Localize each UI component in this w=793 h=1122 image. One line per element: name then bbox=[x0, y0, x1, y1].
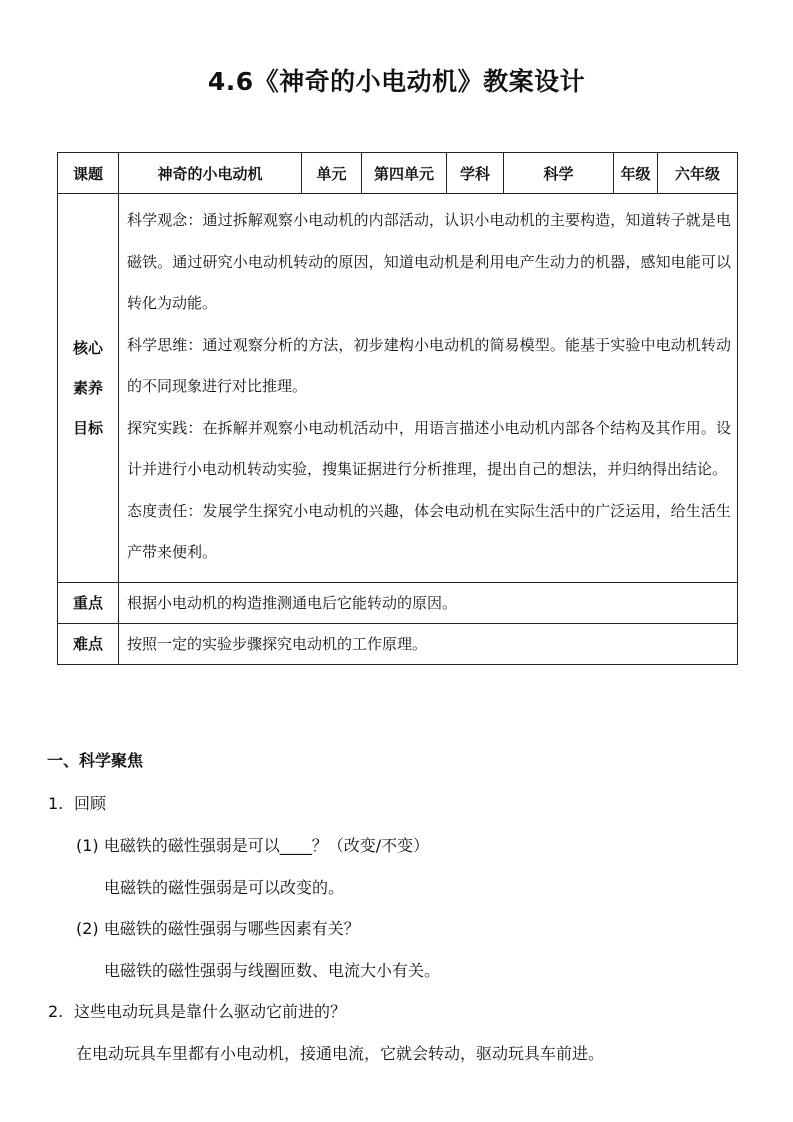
unit-label: 单元 bbox=[302, 153, 362, 194]
subject-label: 学科 bbox=[447, 153, 504, 194]
goals-label-line: 核心 bbox=[72, 338, 103, 357]
question-line: (1) 电磁铁的磁性强弱是可以____？（改变/不变） bbox=[76, 836, 430, 855]
difficulty-label: 难点 bbox=[58, 623, 119, 664]
goal-thinking: 科学思维：通过观察分析的方法，初步建构小电动机的简易模型。能基于实验中电动机转动的不同现象进行对比推理。 bbox=[127, 335, 731, 395]
goals-row bbox=[58, 194, 738, 583]
answer-line: 电磁铁的磁性强弱是可以改变的。 bbox=[104, 878, 345, 897]
goal-concept: 科学观念：通过拆解观察小电动机的内部活动，认识小电动机的主要构造，知道转子就是电磁铁。通过研究小电动机转动的原因，知道电动机是利用电产生动力的机器，感知电能可以转化为动能。 bbox=[127, 211, 731, 312]
goals-content bbox=[119, 194, 738, 583]
list-text: 回顾 bbox=[74, 794, 107, 813]
list-item bbox=[48, 999, 346, 1022]
topic-value: 神奇的小电动机 bbox=[119, 153, 302, 194]
grade-value: 六年级 bbox=[658, 153, 738, 194]
question-line: (2) 电磁铁的磁性强弱与哪些因素有关？ bbox=[76, 919, 360, 938]
answer-line: 电磁铁的磁性强弱与线圈匝数、电流大小有关。 bbox=[104, 961, 441, 980]
key-point-row bbox=[58, 582, 738, 623]
difficulty-row bbox=[58, 623, 738, 664]
document-title: 4.6《神奇的小电动机》教案设计 bbox=[207, 67, 586, 96]
goals-label-line: 素养 bbox=[72, 378, 103, 397]
goals-label-line: 目标 bbox=[72, 418, 103, 437]
goal-practice: 探究实践：在拆解并观察小电动机活动中，用语言描述小电动机内部各个结构及其作用。设计并进行小电动机转动实验，搜集证据进行分析推理，提出自己的想法，并归纳得出结论。 bbox=[127, 418, 731, 478]
topic-label: 课题 bbox=[58, 153, 119, 194]
grade-label: 年级 bbox=[614, 153, 658, 194]
list-number: 1. bbox=[48, 794, 64, 813]
answer-line: 在电动玩具车里都有小电动机，接通电流，它就会转动，驱动玩具车前进。 bbox=[76, 1044, 605, 1063]
list-item bbox=[48, 791, 106, 814]
list-number: 2. bbox=[48, 1002, 64, 1021]
key-point-label: 重点 bbox=[58, 582, 119, 623]
difficulty-value: 按照一定的实验步骤探究电动机的工作原理。 bbox=[119, 623, 738, 664]
header-row bbox=[58, 153, 738, 194]
unit-value: 第四单元 bbox=[362, 153, 447, 194]
key-point-value: 根据小电动机的构造推测通电后它能转动的原因。 bbox=[119, 582, 738, 623]
section-heading: 一、科学聚焦 bbox=[47, 751, 144, 770]
list-text: 这些电动玩具是靠什么驱动它前进的？ bbox=[74, 1002, 347, 1021]
goals-label bbox=[58, 194, 119, 583]
subject-value: 科学 bbox=[504, 153, 614, 194]
lesson-plan-table bbox=[57, 152, 738, 665]
goal-attitude: 态度责任：发展学生探究小电动机的兴趣，体会电动机在实际生活中的广泛运用，给生活生产带来便利。 bbox=[127, 501, 731, 561]
